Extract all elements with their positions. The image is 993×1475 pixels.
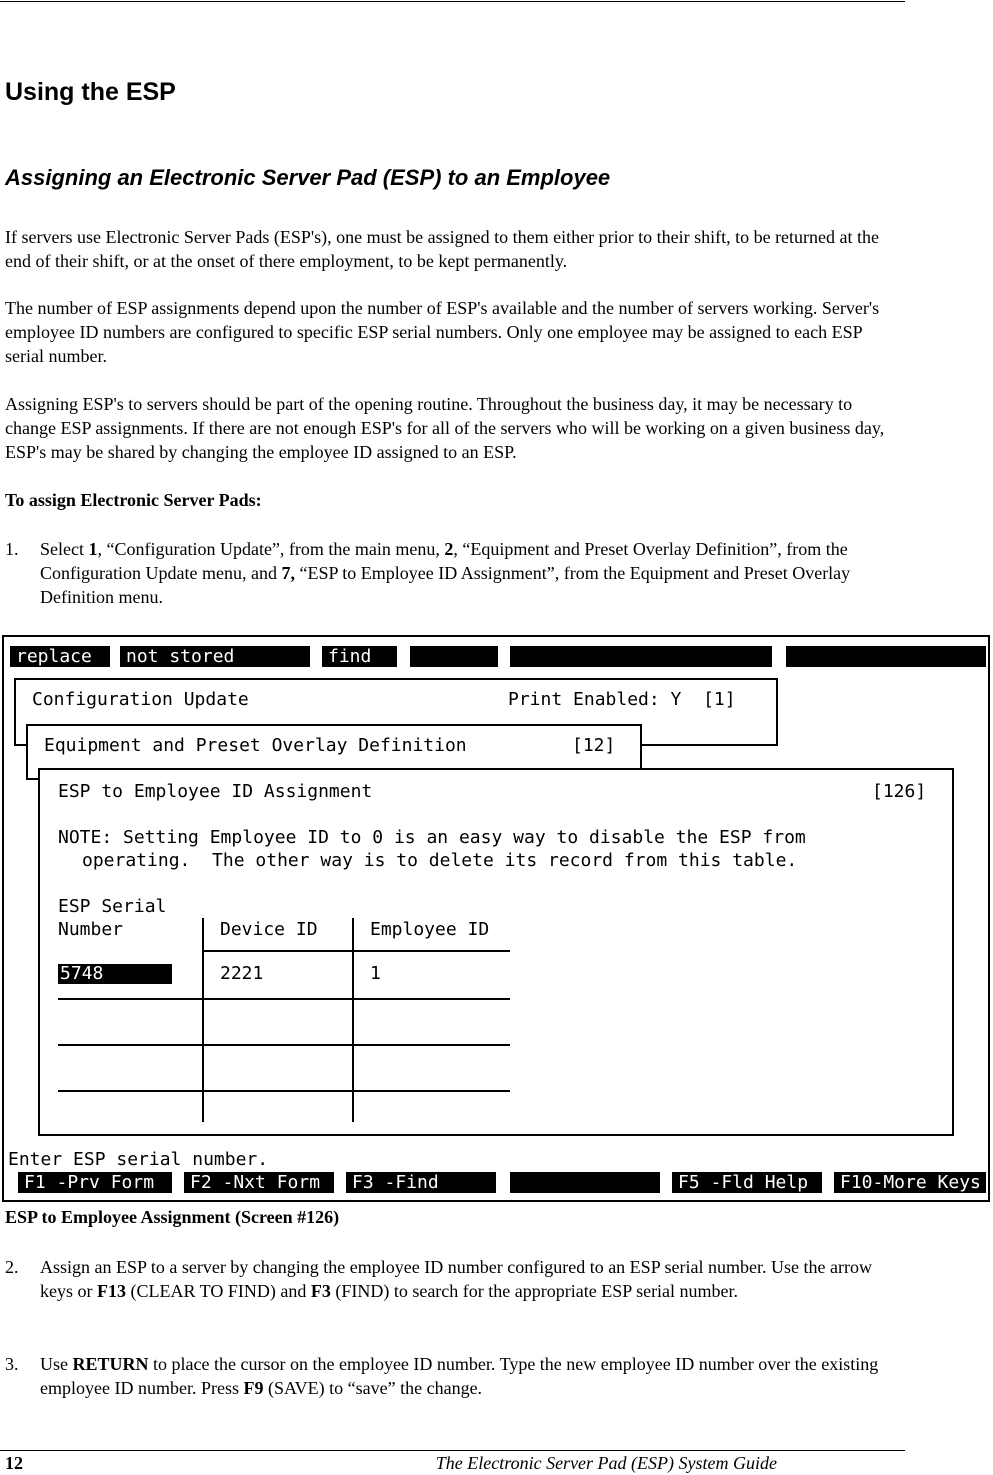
table-divider xyxy=(352,918,354,1022)
key-blank-4[interactable] xyxy=(510,1172,660,1193)
figure-caption: ESP to Employee Assignment (Screen #126) xyxy=(5,1207,340,1227)
page-number: 12 xyxy=(5,1453,23,1473)
config-update-title: Configuration Update xyxy=(32,689,249,710)
esp-window-title: ESP to Employee ID Assignment xyxy=(58,781,373,802)
key-blank-1[interactable] xyxy=(410,646,498,667)
key-f2-next-form[interactable]: F2 -Nxt Form xyxy=(184,1172,334,1193)
step-text: Use RETURN to place the cursor on the employee ID number. Type the new employee ID number over the existing employee ID number. Press F9 (SAVE) to “save” the change. xyxy=(40,1354,879,1398)
key-f3-find[interactable]: F3 -Find xyxy=(346,1172,496,1193)
footer-rule xyxy=(0,1450,905,1451)
serial-number-field[interactable]: 5748 xyxy=(58,964,172,984)
table-rule xyxy=(58,1044,510,1046)
key-f10-more-keys[interactable]: F10-More Keys xyxy=(834,1172,986,1193)
step-number: 2. xyxy=(5,1257,19,1277)
paragraph-intro: If servers use Electronic Server Pads (ESP's), one must be assigned to them either prior to their shift, to be returned at the end of their shift, or at the onset of there employment, to be kept permanently. xyxy=(5,227,880,271)
equipment-number: [12] xyxy=(572,735,616,756)
employee-id-cell[interactable]: 1 xyxy=(370,963,381,984)
esp-window-number: [126] xyxy=(872,781,927,802)
table-rule xyxy=(202,950,510,952)
key-not-stored[interactable]: not stored xyxy=(120,646,310,667)
step-text: Select 1, “Configuration Update”, from the main menu, 2, “Equipment and Preset Overlay Definition”, from the Configuration Update menu, and 7, “ESP to Employee ID Assignment”, from the Equipment and Preset Overlay Definition menu. xyxy=(40,539,851,607)
section-heading: Assigning an Electronic Server Pad (ESP) to an Employee xyxy=(5,165,611,190)
note-line-1: NOTE: Setting Employee ID to 0 is an easy way to disable the ESP from xyxy=(58,827,806,848)
step-text: Assign an ESP to a server by changing the employee ID number configured to an ESP serial number. Use the arrow keys or F13 (CLEAR TO FIND) and F3 (FIND) to search for the appropriate ESP serial number. xyxy=(40,1257,872,1301)
column-header-serial-1: ESP Serial xyxy=(58,896,167,917)
table-divider xyxy=(202,1022,204,1122)
esp-assignment-window xyxy=(38,768,954,1136)
table-rule xyxy=(58,1090,510,1092)
key-blank-2[interactable] xyxy=(510,646,772,667)
procedure-title: To assign Electronic Server Pads: xyxy=(5,490,262,510)
step-number: 3. xyxy=(5,1354,19,1374)
table-rule xyxy=(58,998,510,1000)
column-header-device: Device ID xyxy=(220,919,318,940)
key-replace[interactable]: replace xyxy=(10,646,110,667)
device-id-cell[interactable]: 2221 xyxy=(220,963,264,984)
column-header-employee: Employee ID xyxy=(370,919,490,940)
table-divider xyxy=(202,918,204,1022)
key-f1-prev-form[interactable]: F1 -Prv Form xyxy=(18,1172,172,1193)
paragraph-assignments: The number of ESP assignments depend upon the number of ESP's available and the number of servers working. Server's employee ID numbers are configured to specific ESP serial numbers. Only one employee may be assigned to each ESP serial number. xyxy=(5,298,880,366)
prompt-text: Enter ESP serial number. xyxy=(8,1149,269,1170)
note-line-2: operating. The other way is to delete its record from this table. xyxy=(82,850,798,871)
column-header-serial-2: Number xyxy=(58,919,124,940)
page-heading: Using the ESP xyxy=(5,78,176,106)
paragraph-routine: Assigning ESP's to servers should be part of the opening routine. Throughout the business day, it may be necessary to change ESP assignments. If there are not enough ESP's for all of the servers who will be working on a given business day, ESP's may be shared by changing the employee ID assigned to an ESP. xyxy=(5,394,885,462)
table-divider xyxy=(352,1022,354,1122)
key-blank-3[interactable] xyxy=(786,646,986,667)
top-rule xyxy=(0,1,905,2)
print-enabled: Print Enabled: Y [1] xyxy=(508,689,736,710)
footer-title: The Electronic Server Pad (ESP) System Guide xyxy=(435,1453,777,1473)
key-f5-field-help[interactable]: F5 -Fld Help xyxy=(672,1172,822,1193)
key-find[interactable]: find xyxy=(322,646,397,667)
step-number: 1. xyxy=(5,539,19,559)
terminal-screen xyxy=(2,635,990,1202)
equipment-title: Equipment and Preset Overlay Definition xyxy=(44,735,467,756)
